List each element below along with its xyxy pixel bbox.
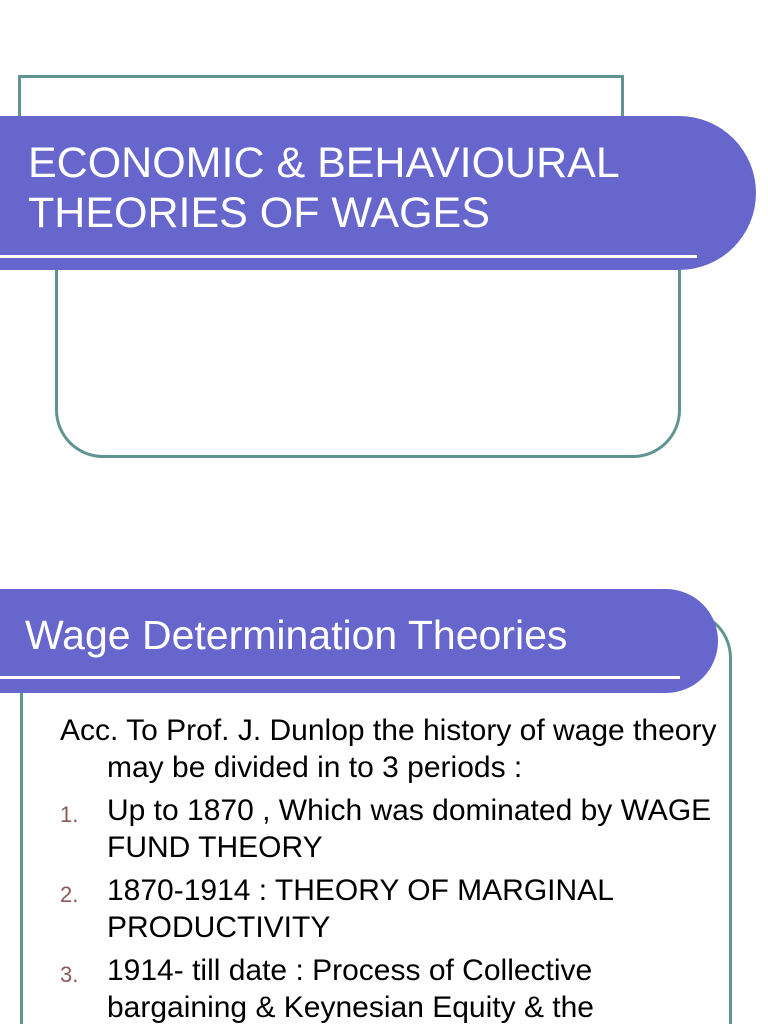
list-item-number: 1. bbox=[60, 802, 79, 827]
list-item bbox=[60, 872, 720, 946]
slide2-intro-text: Acc. To Prof. J. Dunlop the history of wage theory may be divided in to 3 periods : bbox=[60, 714, 717, 784]
slide1-banner-underline bbox=[0, 255, 697, 258]
slide1-title bbox=[28, 138, 620, 238]
slide1-title-line1: ECONOMIC & BEHAVIOURAL bbox=[28, 139, 620, 187]
slide2-body bbox=[60, 712, 720, 1024]
list-item-number: 2. bbox=[60, 882, 79, 907]
list-item bbox=[60, 952, 720, 1024]
slide1-title-line2: THEORIES OF WAGES bbox=[28, 189, 490, 237]
list-item-number: 3. bbox=[60, 962, 79, 987]
slide2-banner-underline bbox=[0, 676, 680, 679]
list-item-text: 1914- till date : Process of Collective bargaining & Keynesian Equity & the bbox=[107, 954, 594, 1024]
list-item-text: Up to 1870 , Which was dominated by WAGE FUND THEORY bbox=[107, 794, 712, 864]
periods-list bbox=[60, 792, 720, 1024]
slide2-title: Wage Determination Theories bbox=[25, 612, 568, 658]
list-item-text: 1870-1914 : THEORY OF MARGINAL PRODUCTIVITY bbox=[107, 874, 613, 944]
list-item bbox=[60, 792, 720, 866]
